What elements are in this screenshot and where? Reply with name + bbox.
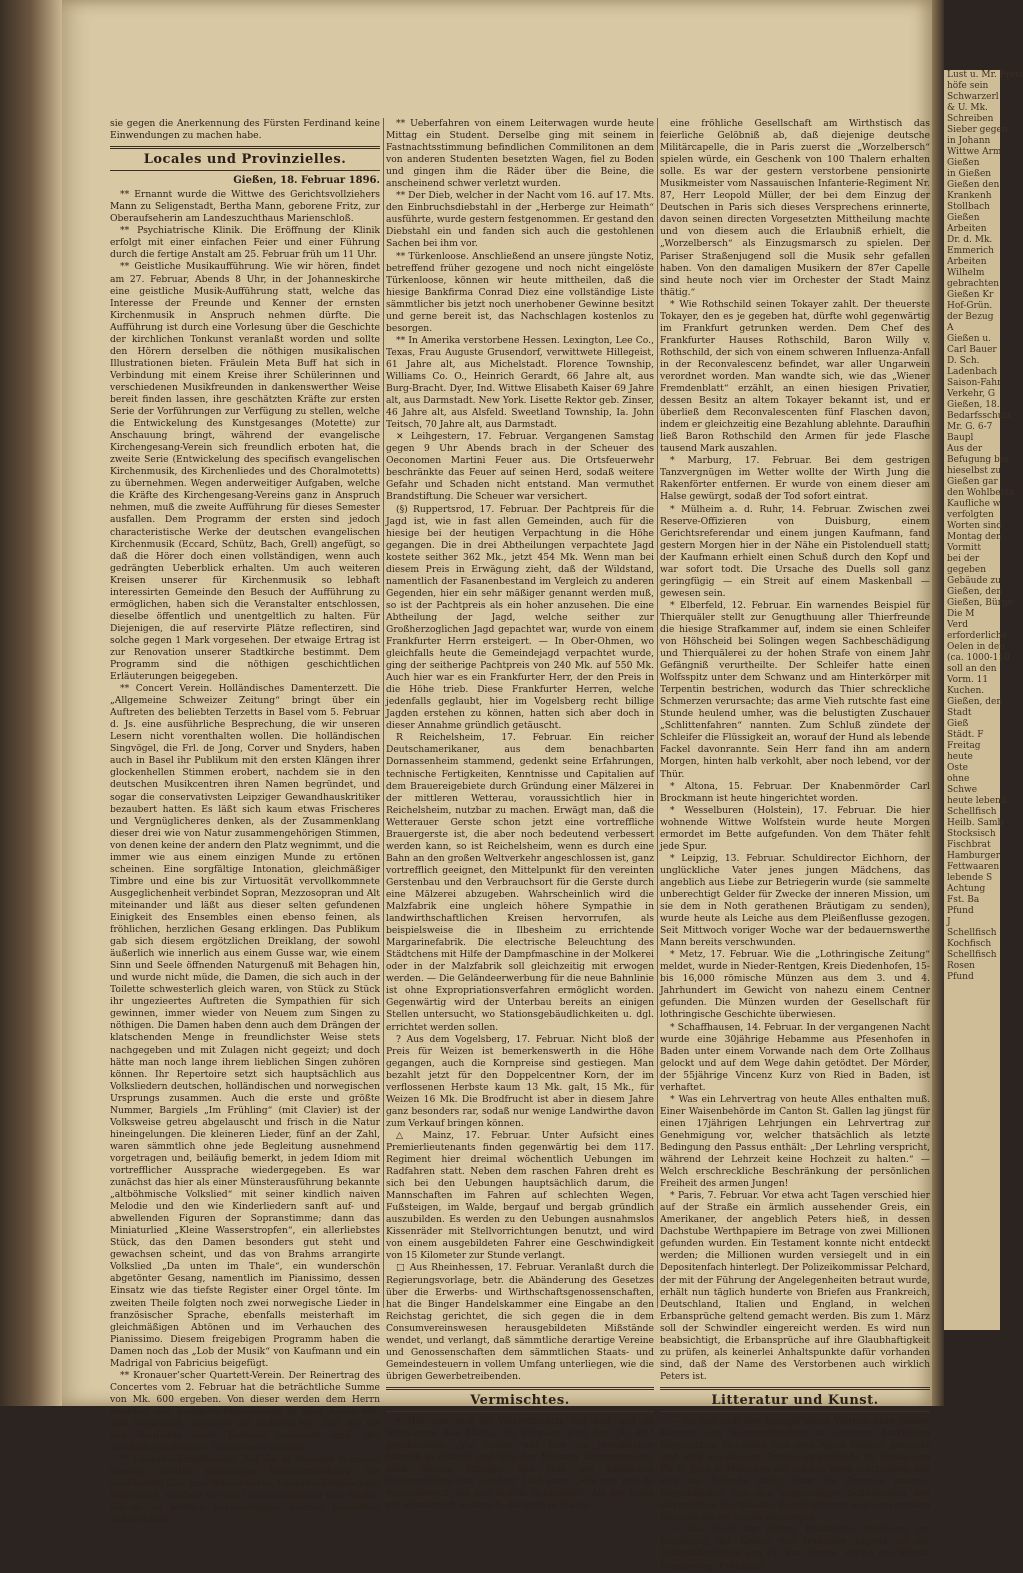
article-paragraph: ** Geistliche Musikaufführung. Wie wir hören, findet am 27. Februar, Abends 8 Uhr, in der Johanneskirche eine geistliche Musik-Aufführung statt, welche das Interesse der Freunde und Kenner der ernsten Kirchenmusik in Anspruch nehmen dürfte. Die Aufführung ist durch eine Vorlesung über die Geschichte der kirchlichen Tonkunst veranlaßt worden und sollte den Hörern derselben die nöthigen musikalischen Illustrationen bieten. Fräulein Meta Buff hat sich in Verbindung mit einem Kreise ihrer Schülerinnen und verschiedenen Musikfreunden in dankenswerther Weise bereit finden lassen, ihre geschätzten Kräfte zur ersten Serie der Vorführungen zur Verfügung zu stellen, welche die Entwickelung des Kunstgesanges (Motette) zur Anschauung bringt, während der evangelische Kirchengesang-Verein sich freundlich erboten hat, die zweite Serie (Entwickelung des specifisch evangelischen Kirchenmusik, des Kirchenliedes und des Choralmotetts) zu übernehmen. Wegen anderweitiger Aufgaben, welche die Kräfte des Kirchengesang-Vereins ganz in Anspruch nehmen, muß die zweite Aufführung für dieses Semester ausfallen. Dem Programm der ersten sind jedoch characteristische Werke der deutschen evangelischen Kirchenmusik (Eccard, Schütz, Bach, Grell) angefügt, so daß die Hörer doch einen vollständigen, wenn auch gedrängten Ueberblick erhalten. Um auch weiteren Kreisen unserer für Kirchenmusik so lebhaft interessirten Gemeinde den Besuch der Aufführung zu ermöglichen, haben sich die Veranstalter entschlossen, dieselbe öffentlich und unentgeltlich zu halten. Für Diejenigen, die auf reservirte Plätze reflectiren, sind solche gegen 1 Mark vorgesehen. Der etwaige Ertrag ist zur Renovation unserer Stadtkirche bestimmt. Dem Programm sind die nöthigen geschichtlichen Erläuterungen beigegeben. — [110, 261, 380, 683]
article-paragraph: * Leipzig, 13. Februar. Schuldirector Eichhorn, der unglückliche Vater jenes jungen Mädchens, das angeblich aus Liebe zur Betriegerin wurde (sie sammelte unberechtigt Gelder für Zwecke der inneren Mission, um sie dem in Noth gerathenen Bräutigam zu senden), wurde heute als Leiche aus dem Pleißenflusse gezogen. Seit Mittwoch voriger Woche war der bedauernswerthe Mann bereits verschwunden. — [660, 852, 930, 949]
article-paragraph: (§) Ruppertsrod, 17. Februar. Der Pachtpreis für die Jagd ist, wie in fast allen Gemeinden, auch für die hiesige bei der heutigen Verpachtung in die Höhe gegangen. Die in drei Abtheilungen verpachtete Jagd kostete seither 362 Mk., jetzt 454 Mk. Wenn man bei diesem Preis in Erwägung zieht, daß der Wildstand, namentlich der Fasanenbestand im Vergleich zu anderen Gegenden, hier ein sehr mäßiger genannt werden muß, so ist der Pachtpreis als ein hoher anzusehen. Die eine Abtheilung der Jagd, welche seither zur Großherzoglichen Jagd gepachtet war, wurde von einem Frankfurter Herrn ersteigert. — In Ober-Ohmen, wo gleichfalls heute die Gemeindejagd verpachtet wurde, ging der seitherige Pachtpreis von 240 Mk. auf 550 Mk. Auch hier war es ein Frankfurter Herr, der den Preis in die Höhe trieb. Diese Frankfurter Herren, welche jedenfalls geglaubt, hier im Vogelsberg recht billige Jagden erstehen zu können, hatten sich aber doch in dieser Annahme gründlich getäuscht. — [386, 503, 654, 732]
fragment-line: (ca. 1000-110 — [947, 653, 1010, 663]
fragment-line: Fischbrat — [947, 840, 991, 850]
fragment-line: Gießen — [947, 213, 980, 223]
fragment-line: bei der — [947, 554, 980, 564]
fragment-line: Fst. Ba — [947, 895, 980, 905]
fragment-line: Achtung — [947, 884, 986, 894]
section-heading-locales: Locales und Provinzielles. — [143, 152, 347, 168]
fragment-line: Schwarzerl — [947, 92, 999, 102]
article-paragraph: — Das Buch der Eltern. Praktische Anleitung zur Erziehung der Kinder von frühester Jugend an zur Selbstständigkeit von Dr. Karl Oppel. Verlag von Moritz Diesterweg, Frankfurt — [660, 1524, 930, 1572]
fragment-line: Montag den — [947, 532, 1002, 542]
article-list — [660, 118, 930, 1383]
fragment-line: Kochfisch — [947, 939, 992, 949]
fragment-line: Pfund — [947, 906, 974, 916]
section-rule — [110, 170, 380, 171]
dateline: Gießen, 18. Februar 1896. — [233, 175, 380, 187]
fragment-line: Gießen, den — [947, 697, 1003, 707]
article-paragraph: R Reichelsheim, 17. Februar. Ein reicher Deutschamerikaner, aus dem benachbarten Dornassenheim stammend, gedenkt seine Erfahrungen, technische Fertigkeiten, Kenntnisse und Capitalien auf dem Brauereigebiete durch Gründung einer Mälzerei in der mittleren Wetterau, voraussichtlich hier in Reichelsheim, nutzbar zu machen. Erwägt man, daß die Wetterauer Gerste schon jetzt eine vortreffliche Brauergerste ist, die aber noch bedeutend verbessert werden kann, so ist Reichelsheim, wenn es durch eine Bahn an den großen Weltverkehr angeschlossen ist, ganz vortrefflich geeignet, den Mittelpunkt für den vereinten Gerstenbau und den Verbrauchsort für die Gerste durch eine Mälzerei abzugeben. Wahrscheinlich wird die Malzfabrik eine ungleich höhere Sympathie in landwirthschaftlichen Kreisen hervorrufen, als beispielsweise die in Ilbesheim zu errichtende Margarinefabrik. Die electrische Beleuchtung des Städtchens mit Hilfe der Dampfmaschine in der Molkerei oder in der Malzfabrik soll gleichzeitig mit erwogen werden. — Die Geländeerwerbung für die neue Bahnlinie ist ohne Expropriationsverfahren ermöglicht worden. Gegenwärtig wird der Unterbau bereits an einigen Stellen untersucht, wo Stationsgebäudlichkeiten u. dgl. errichtet werden sollen. — [386, 732, 654, 1033]
fragment-line: Schreiben — [947, 114, 994, 124]
fragment-line: Vormitt — [947, 543, 982, 553]
fragment-line: Wilhelm — [947, 268, 985, 278]
binding-gutter — [932, 0, 944, 1406]
fragment-line: Stadt — [947, 708, 972, 718]
fragment-line: Baupl — [947, 433, 974, 443]
section-rule — [110, 146, 380, 149]
fragment-line: Kaufliche w — [947, 499, 1001, 509]
fragment-line: Gießen u. — [947, 334, 992, 344]
fragment-line: Gießen, den — [947, 587, 1003, 597]
article-paragraph: * Paris, 7. Februar. Vor etwa acht Tagen verschied hier auf der Straße ein ärmlich aussehender Greis, ein Amerikaner, der angeblich Peters hieß, in dessen Dachstube Werthpapiere im Betrage von zwei Millionen gefunden wurden. Ein Testament konnte nicht entdeckt werden; die Millionen wurden versiegelt und in ein Depositenfach hinterlegt. Der Polizeikommissar Pelchard, der mit der Führung der Angelegenheiten betraut wurde, erhält nun täglich hunderte von Briefen aus Frankreich, Deutschland, Italien und England, in welchen Erbansprüche geltend gemacht werden. Bis zum 1. März soll der Schwindler eingereicht werden. Es wird nun beabsichtigt, die Erbansprüche auf ihre Glaubhaftigkeit zu prüfen, als keinerlei Anhaltspunkte dafür vorhanden sind, daß der Name des Verstorbenen auch wirklich Peters ist. — [660, 1190, 930, 1382]
fragment-line: höfe sein — [947, 81, 989, 91]
column-1 — [110, 118, 380, 1526]
fragment-line: den Wohlbesta — [947, 488, 1015, 498]
fragment-line: Freitag — [947, 741, 981, 751]
fragment-line: in Johann — [947, 136, 991, 146]
section-rule — [660, 1411, 930, 1412]
section-rule — [386, 1387, 654, 1390]
fragment-line: Arbeiten — [947, 257, 987, 267]
fragment-line: Rosen — [947, 961, 975, 971]
fragment-line: Verkehr, G — [947, 389, 996, 399]
article-paragraph: * Marburg, 17. Februar. Bei dem gestrigen Tanzvergnügen im Wetter wollte der Wirth Jung die Rakenförter entfernen. Er wurde von einem dieser am Halse gewürgt, sodaß der Tod sofort eintrat. — [660, 455, 930, 503]
fragment-line: Schellfisch — [947, 928, 997, 938]
fragment-line: D. Sch. — [947, 356, 980, 366]
fragment-line: Sieber gegen — [947, 125, 1008, 135]
article-paragraph: ** Ernannt wurde die Wittwe des Gerichtsvollziehers Mann zu Seligenstadt, Bertha Mann, geborene Fritz, zur Oberaufseherin am Landeszuchthaus Marienschloß. — [110, 189, 380, 225]
fragment-line: Heilb. Samb — [947, 818, 1004, 828]
article-paragraph: ✕ Leihgestern, 17. Februar. Vergangenen Samstag gegen 9 Uhr Abends brach in der Scheuer des Oeconomen Martini Feuer aus. Die Ortsfeuerwehr beschränkte das Feuer auf seinen Herd, sodaß weitere Gefahr und Schaden nicht entstand. Man vermuthet Brandstiftung. Die Scheuer war versichert. — [386, 431, 654, 503]
article-paragraph: — Es hat sich der Mangel eines Werkes über Bäder, Kurorte und Sommerfrischen in unserem herrlichen Bayerischen Hochland und dem Alpen fühlbar gemacht und wird aus diesem Grunde im Frühjahr im Verlag von Ph. F. Jung in München ein solches Werk erscheinen, das sich die Aufgabe stellt, über die Grenzen unseres Bayernlandes von den eigenartigen Schönheiten des Bayerischen Hochlandes Kunde bringen und zum regsten Besuche dieser Lande anzuregen. — [660, 1415, 930, 1524]
fragment-line: Worten sind — [947, 521, 1003, 531]
fragment-line: Verd — [947, 620, 969, 630]
fragment-line: Oelen in den — [947, 642, 1005, 652]
fragment-line: & U. Mk. — [947, 103, 988, 113]
fragment-line: Arbeiten — [947, 224, 987, 234]
adjacent-page-fragment — [944, 70, 1023, 1330]
fragment-line: Gießen gar — [947, 477, 998, 487]
article-paragraph: ** Gaspreis-Ermäßigung. Auf die in heutiger Nummer unseres Blattes enthaltene Bekanntmachung des städtischen Gas- und Wasserwerks, Gaspreis-Ermäßigung betreffend, machen wir die Gasconsumenten und solche, die es zu werden beabsichtigen, hiermit besonders aufmerksam. — [110, 1454, 380, 1526]
fragment-line: Gieß — [947, 719, 969, 729]
article-paragraph: * Elberfeld, 12. Februar. Ein warnendes Beispiel für Thierquäler stellt zur Genugthuung aller Thierfreunde die hiesige Strafkammer auf, indem sie einen Schleifer von Höhscheid bei Solingen wegen Sachbeschädigung und Thierquälerei zu der hohen Strafe von einem Jahr Gefängniß verurtheilte. Der Schleifer hatte einen Wolfsspitz unter dem Schwanz und am Hinterkörper mit Terpentin bestrichen, wodurch das Thier schreckliche Schmerzen verursachte; das arme Vieh rutschte fast eine Stunde heulend umher, was die belustigten Zuschauer „Schlittenfahren“ nannten. Zum Schluß zündete der Schleifer die Flüssigkeit an, worauf der Hund als lebende Fackel davonrannte. Sein Herr fand ihn am andern Morgen, hinten halb verkohlt, aber noch lebend, vor der Thür. — [660, 599, 930, 780]
fragment-line: Befugung bei — [947, 455, 1009, 465]
article-paragraph: ** Ueberfahren von einem Leiterwagen wurde heute Mittag ein Student. Derselbe ging mit seinem in Fastnachtsstimmung befindlichen Commilitonen an dem von anderen Studenten besetzten Wagen, fiel zu Boden und gingen ihm die Räder über die Beine, die anscheinend schwer verletzt wurden. — [386, 118, 654, 190]
article-paragraph: eine fröhliche Gesellschaft am Wirthstisch das feierliche Gelöbniß ab, daß diejenige deutsche Militärcapelle, die in Paris zuerst die „Worzelbersch“ spielen würde, ein Geschenk von 100 Thalern erhalten solle. Es war der gestern verstorbene pensionirte Musikmeister vom Nassauischen Infanterie-Regiment Nr. 87, Herr Leopold Müller, der bei dem Einzug der Deutschen in Paris sich dieses Versprechens erinnerte, davon seinen directen Vorgesetzten Mittheilung machte und von diesem auch die Erlaubniß erhielt, die „Worzelbersch“ als Einzugsmarsch zu spielen. Der Pariser Straßenjugend soll die Musik sehr gefallen haben. Von den damaligen Musikern der 87er Capelle sind heute noch vier im Orchester der Stadt Mainz thätig.“ — [660, 118, 930, 298]
article-paragraph: * Schaffhausen, 14. Februar. In der vergangenen Nacht wurde eine 30jährige Hebamme aus Pfesenhofen in Baden unter einem Vorwande nach dem Orte Zollhaus gelockt und auf dem Wege dahin getödtet. Der Mörder, der 55jährige Vincenz Kurz von Ried in Baden, ist verhaftet. — [660, 1021, 930, 1093]
article-paragraph: * Metz, 17. Februar. Wie die „Lothringische Zeitung“ meldet, wurde in Nieder-Rentgen, Kreis Diedenhofen, 15- bis 16,000 römische Münzen aus dem 3. und 4. Jahrhundert im Gewicht von nahezu einem Centner gefunden. Die Münzen wurden der Gesellschaft für lothringische Geschichte überwiesen. — [660, 949, 930, 1021]
article-list — [386, 118, 654, 1383]
fragment-line: lebende S — [947, 873, 993, 883]
article-paragraph: * Altona, 15. Februar. Der Knabenmörder Carl Brockmann ist heute hingerichtet worden. — [660, 780, 930, 804]
article-paragraph: ** Kronauer’scher Quartett-Verein. Der Reinertrag des Concertes vom 2. Februar hat die beträchtliche Summe von Mk. 600 ergeben. Von dieser werden dem Herrn Rechner des Kriegerdenkmalsfonds in aller Kürze Mk. 300 ausgezahlt, während die anderen Mk. 300, die für den Baufonds einer Tonhalle bestimmt sind, der zuständigen Behörde überwiesen werden. — [110, 1369, 380, 1454]
fragment-line: Gießen, 18. — [947, 400, 1000, 410]
fragment-line: gegeben — [947, 565, 987, 575]
intro-text: sie gegen die Anerkennung des Fürsten Ferdinand keine Einwendungen zu machen habe. — [110, 118, 380, 142]
fragment-line: Gießen, Bürge — [947, 598, 1014, 608]
fragment-line: verfolgten — [947, 510, 994, 520]
fragment-line: Saison-Fahr — [947, 378, 1002, 388]
article-paragraph: ** Concert Verein. Holländisches Damenterzett. Die „Allgemeine Schweizer Zeitung“ bringt über ein Auftreten des beliebten Terzetts in Basel vom 5. Februar d. Js. eine ausführliche Besprechung, die wir unseren Lesern nicht vorenthalten wollen. Die holländischen Singvögel, die Frl. de Jong, Corver und Snyders, haben auch in Basel ihr Publikum mit den ersten Klängen ihrer glockenhellen Stimmen erobert, nachdem sie in den deutschen Musikcentren ihren Namen begründet, und sogar die conservativsten Leipziger Gewandhauskritiker bezaubert hatten. Es läßt sich kaum etwas Frischeres und Vergnüglicheres denken, als der Zusammenklang dieser drei wie von Natur zusammengehörigen Stimmen, von denen keine der andern den Platz wegnimmt, und die immer wie aus einem einzigen Munde zu ertönen scheinen. Eine sorgfältige Intonation, gleichmäßiger Timbre und eine bis zur Virtuosität vervollkommnete Ausgeglichenheit verbindet Sopran, Mezzosopran und Alt miteinander und läßt aus dieser selten gefundenen Einigkeit des Ensembles einen ebenso feinen, als fröhlichen, herzlichen Gesang erklingen. Das Publikum gab sich diesem ergötzlichen Dreiklang, der sowohl äußerlich wie innerlich aus einem Gusse war, wie einem Sinn und Seele öffnenden Naturgenuß mit Behagen hin, und wurde nicht müde, die Damen, die sich auch in der Toilette schwesterlich gleich waren, von Stück zu Stück ihr ungezieertes Auftreten die Sympathien für sich gewinnen, immer wieder von Neuem zum Singen zu nöthigen. Die Damen haben denn auch dem Drängen der klatschenden Menge in freundlichster Weise stets nachgegeben und mit Zulagen nicht gegeizt; und doch hätte man noch lange ihrem lieblichen Singen zuhören können. Ihr Repertoire setzt sich hauptsächlich aus Volksliedern deutschen, holländischen und norwegischen Ursprungs zusammen. Auch die erste und größte Nummer, Bargiels „Im Frühling“ (mit Clavier) ist der Volksweise getreu abgelauscht und frisch in die Natur hineingelungen. Die kleineren Lieder, fünf an der Zahl, waren sämmtlich ohne jede Begleitung ausnehmend vorgetragen und, beiläufig bemerkt, in jedem Idiom mit vortrefflicher Aussprache wiedergegeben. Es war zunächst das hier als einer Münsterausführung bekannte „altböhmische Volkslied“ mit seiner kindlich naiven Melodie und den wie Kinderliedern sanft auf- und abwellenden Figuren der Sopranstimme; dann das Miniaturlied „Kleine Wasserstropfen“, ein allerliebstes Stück, das den Damen besonders gut steht und gewachsen scheint, und das von Brahms arrangirte Volkslied „Da unten im Thale“, ein wunderschön abgetönter Gesang, namentlich im Pianissimo, dessen Einsatz wie das tiefste Register einer Orgel tönte. Im zweiten Theile folgten noch zwei norwegische Lieder in französischer Sprache, ebenfalls meisterhaft im gleichmäßigen Abtönen und im Verhauchen des Pianissimo. Diesem freigebigen Programm haben die Damen noch das „Lob der Musik“ von Kaufmann und ein Madrigal von Fabricius beigefügt. — [110, 683, 380, 1369]
section-rule — [660, 1387, 930, 1390]
fragment-line: Lust u. Mr. Preis — [947, 70, 1023, 80]
fragment-line: Emmerich — [947, 246, 994, 256]
fragment-line: Gebäude zu — [947, 576, 1001, 586]
fragment-line: Carl Bauer — [947, 345, 997, 355]
fragment-line: Ladenbach — [947, 367, 998, 377]
fragment-line: gebrachten — [947, 279, 1000, 289]
fragment-line: Dr. d. Mk. — [947, 235, 993, 245]
column-separator — [383, 118, 384, 1308]
fragment-line: Städt. F — [947, 730, 984, 740]
fragment-line: Schwe — [947, 785, 978, 795]
fragment-line: heute lebend — [947, 796, 1007, 806]
fragment-line: Krankenh — [947, 191, 992, 201]
fragment-line: Die M — [947, 609, 975, 619]
column-2 — [386, 118, 654, 1512]
fragment-line: Gießen Kr — [947, 290, 994, 300]
article-paragraph: ** Türkenloose. Anschließend an unsere jüngste Notiz, betreffend früher gezogene und noch nicht eingelöste Türkenloose, können wir heute mittheilen, daß die hiesige Bankfirma Conrad Diez eine vollständige Liste sämmtlicher bis jetzt noch unerhobener Gewinne besitzt und gerne bereit ist, das Nachschlagen kostenlos zu besorgen. — [386, 250, 654, 334]
article-paragraph: △ Mainz, 17. Februar. Unter Aufsicht eines Premierlieutenants finden gegenwärtig bei dem 117. Regiment hier dreimal wöchentlich Uebungen im Radfahren statt. Neben dem raschen Fahren dreht es sich bei den Uebungen hauptsächlich darum, die Mannschaften im Fahren auf schlechten Wegen, Fußsteigen, im Walde, bergauf und bergab gründlich auszubilden. Es werden zu den Uebungen ausnahmslos Kissenräder mit Stellvorrichtungen benutzt, und wird von einem ausgebildeten Fahrer eine Geschwindigkeit von 15 Kilometer zur Stunde verlangt. — [386, 1129, 654, 1262]
fragment-line: hieselbst zu — [947, 466, 1002, 476]
fragment-line: Pfund — [947, 972, 974, 982]
section-heading-litteratur: Litteratur und Kunst. — [711, 1392, 879, 1408]
article-paragraph: ? Aus dem Vogelsberg, 17. Februar. Nicht bloß der Preis für Weizen ist bemerkenswerth in die Höhe gegangen, auch die Kornpreise sind gestiegen. Man bezahlt jetzt für den Doppelcentner Korn, der im verflossenen Herbste kaum 13 Mk. galt, 15 Mk., für Weizen 16 Mk. Die Brodfrucht ist aber in diesem Jahre ganz besonders rar, sodaß nur wenige Landwirthe davon zum Verkauf bringen können. — [386, 1033, 654, 1129]
fragment-line: erforderliche — [947, 631, 1007, 641]
article-paragraph: * Wie Rothschild seinen Tokayer zahlt. Der theuerste Tokayer, den es je gegeben hat, dürfte wohl gegenwärtig im Frankfurt getrunken werden. Dem Chef des Frankfurter Hauses Rothschild, Baron Willy v. Rothschild, der sich von einem schweren Influenza-Anfall in der Reconvalescenz befindet, war aller Ungarwein verordnet worden. Man wandte sich, wie das „Wiener Fremdenblatt“ erzählt, an einen hiesigen Privatier, dessen Besitz an altem Tokayer bekannt ist, und er überließ dem Reconvalescenten fünf Flaschen davon, indem er gleichzeitig eine Bezahlung ablehnte. Daraufhin ließ Baron Rothschild den Armen für jede Flasche tausend Mark auszahlen. — [660, 298, 930, 455]
article-paragraph: ** In Amerika verstorbene Hessen. Lexington, Lee Co., Texas, Frau Auguste Grusendorf, verwittwete Hillegeist, 61 Jahre alt, aus Michelstadt. Florence Township, Williams Co. O., Heinrich Gerardt, 66 Jahre alt, aus Burg-Bracht. Dyer, Ind. Wittwe Elisabeth Kaiser 69 Jahre alt, aus Darmstadt. New York. Lisette Rektor geb. Zinser, 46 Jahre alt, aus Alsfeld. Sweetland Township, Ia. John Teitsch, 70 Jahre alt, aus Darmstadt. — [386, 334, 654, 431]
fragment-line: Hof-Grün. — [947, 301, 993, 311]
fragment-line: Hamburger — [947, 851, 1000, 861]
section-rule — [386, 1411, 654, 1412]
page-edge-left — [0, 0, 62, 1406]
section-heading-vermischtes: Vermischtes. — [470, 1392, 570, 1408]
article-list — [660, 1416, 930, 1573]
article-list — [386, 1416, 654, 1512]
fragment-line: Kuchen. — [947, 686, 985, 696]
fragment-line: Fettwaaren — [947, 862, 1000, 872]
fragment-line: heute — [947, 752, 973, 762]
fragment-line: Bedarfsschulz — [947, 411, 1012, 421]
column-3 — [660, 118, 930, 1572]
fragment-line: der Bezug — [947, 312, 994, 322]
article-paragraph: ** Psychiatrische Klinik. Die Eröffnung der Klinik erfolgt mit einer einfachen Feier und einer Führung durch die fertige Anstalt am 25. Februar früh um 11 Uhr. — [110, 225, 380, 261]
article-paragraph: * Mülheim a. d. Ruhr, 14. Februar. Zwischen zwei Reserve-Offizieren von Duisburg, einem Gerichtsreferendar und einem jungen Kaufmann, fand gestern Morgen hier in der Nähe ein Pistolenduell statt; der Kaufmann erhielt einen Schuß durch den Kopf und war sofort todt. Die Ursache des Duells soll ganz geringfügig — ein Streit auf einem Maskenball — gewesen sein. — [660, 503, 930, 599]
fragment-line: Gießen — [947, 158, 980, 168]
article-paragraph: ** Der Dieb, welcher in der Nacht vom 16. auf 17. Mts. den Einbruchsdiebstahl in der „Herberge zur Heimath“ ausführte, wurde gestern festgenommen. Er gestand den Diebstahl ein und fanden sich auch die gestohlenen Sachen bei ihm vor. — [386, 190, 654, 250]
fragment-line: Aus der — [947, 444, 983, 454]
fragment-line: Vorm. 11 — [947, 675, 989, 685]
fragment-line: Oste — [947, 763, 968, 773]
fragment-line: soll an den — [947, 664, 997, 674]
article-paragraph: □ Aus Rheinhessen, 17. Februar. Veranlaßt durch die Regierungsvorlage, betr. die Abänderung des Gesetzes über die Erwerbs- und Wirthschaftsgenossenschaften, hat die Binger Handelskammer eine Eingabe an den Reichstag gerichtet, die sich gegen die in dem Consumvereinswesen herausgebildeten Mißstände wendet, und verlangt, daß sämmtliche derartige Vereine und Genossenschaften dem sämmtlichen Staats- und Gemeindesteuern in vollem Umfang unterliegen, wie die übrigen Gewerbetreibenden. — [386, 1262, 654, 1382]
article-paragraph: * Wesselburen (Holstein), 17. Februar. Die hier wohnende Wittwe Wolfstein wurde heute Morgen ermordet im Bette aufgefunden. Von dem Thäter fehlt jede Spur. — [660, 804, 930, 852]
fragment-line: Schellfisch — [947, 950, 997, 960]
fragment-line: ohne — [947, 774, 970, 784]
fragment-line: J — [947, 917, 951, 927]
fragment-line: Schellfisch — [947, 807, 997, 817]
fragment-line: A — [947, 323, 954, 333]
fragment-line: in Gießen — [947, 169, 992, 179]
column-separator — [657, 118, 658, 1308]
fragment-line: Stocksisch — [947, 829, 996, 839]
fragment-line: Gießen den — [947, 180, 1000, 190]
article-list — [110, 189, 380, 1526]
fragment-line: Wittwe Arm — [947, 147, 1002, 157]
article-paragraph: * Hol mer mol de Worzelbersch, hol mer mol de Schwamm! Aus Mainz, 16. Februar, wird der „Kl. Pr.“ geschrieben: „Vor Zeiten war hier ein preußischer Marsch in Fleisch und Blut der Mainzer übergegangen, nach dessen Klängen das Volk bei fröhlichen Gelegenheiten das „schöne“ Lied sang: „Hol mer mol de Worzelbersch, hol mer mol de Schwamm!“ Als der Krieg mit Frankreich ausbrach, da legte in Mainz — [386, 1415, 654, 1512]
fragment-line: Mr. G. 6-7 — [947, 422, 993, 432]
fragment-line: Stollbach — [947, 202, 990, 212]
article-paragraph: * Was ein Lehrvertrag von heute Alles enthalten muß. Einer Waisenbehörde im Canton St. Gallen lag jüngst für einen 17jährigen Lehrjungen ein Lehrvertrag zur Genehmigung vor, welcher thatsächlich als letzte Bedingung den Passus enthält: „Der Lehrling verspricht, während der Lehrzeit keine Hochzeit zu halten.“ — Welch erschreckliche Beschränkung der persönlichen Freiheit des armen Jungen! — [660, 1093, 930, 1190]
